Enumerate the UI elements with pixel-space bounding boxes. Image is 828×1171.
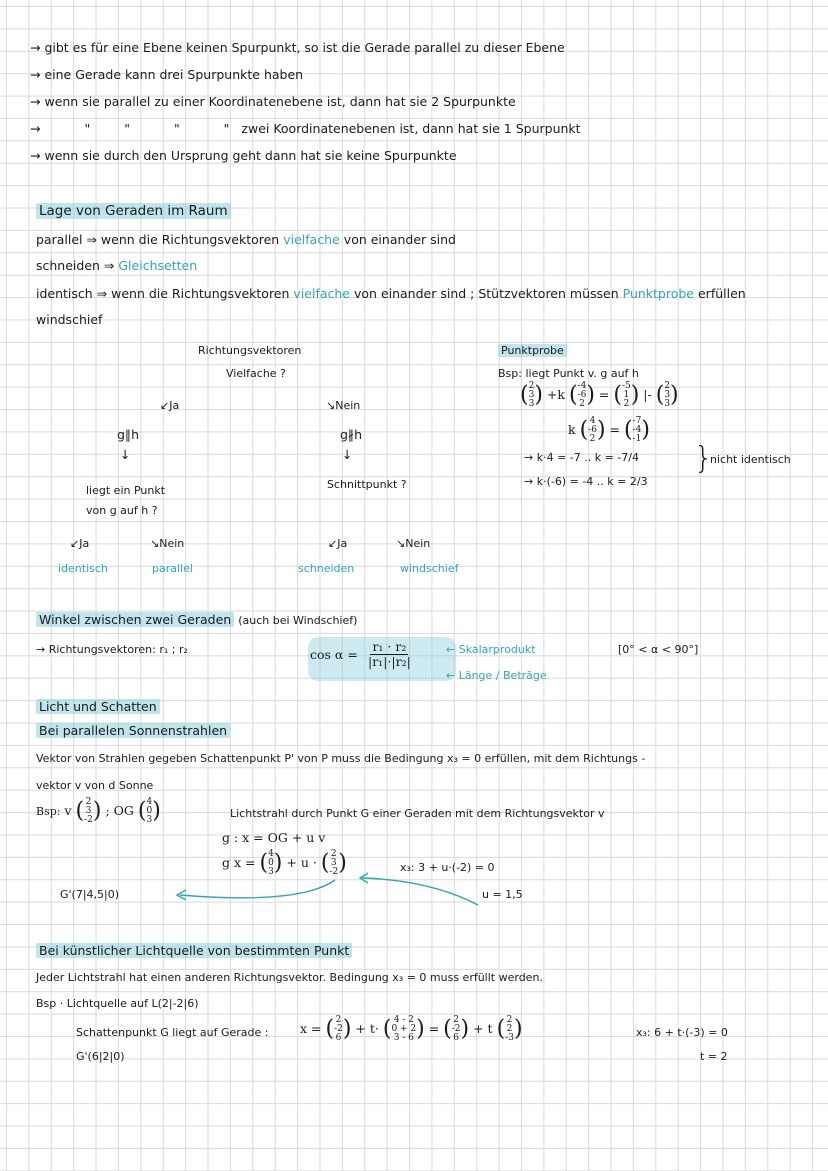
kuenstlich-sub: Bei künstlicher Lichtquelle von bestimmten Punkt [36,943,352,958]
licht-eq-2: g x = ( 4 0 3 ) + u · ( 2 3 -2 ) [222,849,347,877]
tree-schnittpunkt: Schnittpunkt ? [327,478,407,491]
lage-schneiden: schneiden ⇒ Gleichsetten [36,258,198,273]
punktprobe-eq-3: → k·4 = -7 .. k = -7/4 [524,451,639,464]
tree-nein-parallel: ↘Nein [150,537,185,550]
kuenstlich-x3: x₃: 6 + t·(-3) = 0 [636,1026,728,1039]
punktprobe-result: nicht identisch [710,453,791,466]
tree-root-2: Vielfache ? [226,367,286,380]
intro-line-4: → " " " " zwei Koordinatenebenen ist, dann hat sie 1 Spurpunkt [30,121,581,136]
licht-text-2: vektor v von d Sonne [36,779,154,792]
intro-line-2: → eine Gerade kann drei Spurpunkte haben [30,67,304,82]
tree-nein-windschief: ↘Nein [396,537,431,550]
lage-parallel: parallel ⇒ wenn die Richtungsvektoren vielfache von einander sind [36,232,456,247]
licht-heading: Licht und Schatten [36,699,160,714]
licht-text-1: Vektor von Strahlen gegeben Schattenpunkt P' von P muss die Bedingung x₃ = 0 erfüllen, mit dem Richtungs - [36,752,646,765]
punktprobe-eq-2: k ( 4 -6 2 ) = ( -7 -4 -1 ) [568,416,650,444]
kuenstlich-gprime: G'(6|2|0) [76,1050,125,1063]
winkel-fraction: $\frac{\text{r₁ · r₂}}{\text{|r₁|·|r₂|}}$ [368,639,411,669]
licht-gprime: G'(7|4,5|0) [60,888,120,901]
lage-heading: Lage von Geraden im Raum [36,204,231,219]
tree-ja-identisch: ↙Ja [70,537,90,550]
winkel-range: [0° < α < 90°] [618,643,699,656]
tree-down-right: ↓ [342,447,353,462]
lage-identisch: identisch ⇒ wenn die Richtungsvektoren vielfache von einander sind ; Stützvektoren müssen Punktprobe erfüllen [36,286,746,301]
tree-nein-right: ↘Nein [326,399,361,412]
tree-liegt-2: von g auf h ? [86,504,158,517]
winkel-richtungsvektoren: → Richtungsvektoren: r₁ ; r₂ [36,643,188,656]
kuenstlich-text-1: Jeder Lichtstrahl hat einen anderen Richtungsvektor. Bedingung x₃ = 0 muss erfüllt werden. [36,971,543,984]
tree-liegt-1: liegt ein Punkt [86,484,166,497]
intro-line-3: → wenn sie parallel zu einer Koordinatenebene ist, dann hat sie 2 Spurpunkte [30,94,516,109]
punktprobe-brace: } [694,441,714,476]
tree-g-not-parallel-h: g∦h [340,427,363,442]
lage-windschief: windschief [36,312,103,327]
winkel-skalar: ← Skalarprodukt [446,643,536,656]
intro-line-5: → wenn sie durch den Ursprung geht dann hat sie keine Spurpunkte [30,148,457,163]
winkel-cos: cos α = [310,647,358,662]
licht-u: u = 1,5 [482,888,523,901]
kuenstlich-eq: x = ( 2 -2 6 ) + t· ( 4 - 2 0 + 2 3 - 6 ) = ( 2 -2 6 ) + t ( 2 2 -3 ) [300,1015,523,1043]
tree-schneiden: schneiden [298,562,355,575]
licht-bsp-text: Lichtstrahl durch Punkt G einer Geraden mit dem Richtungsvektor v [230,807,605,820]
licht-x3: x₃: 3 + u·(-2) = 0 [400,861,495,874]
kuenstlich-t: t = 2 [700,1050,728,1063]
licht-bsp: Bsp: v ( 2 3 -2 ) ; OG ( 4 0 3 ) [36,797,161,825]
licht-sub: Bei parallelen Sonnenstrahlen [36,723,230,738]
punktprobe-eq-4: → k·(-6) = -4 .. k = 2/3 [524,475,648,488]
tree-identisch: identisch [58,562,108,575]
licht-eq-1: g : x = OG + u v [222,830,326,845]
tree-parallel: parallel [152,562,193,575]
tree-g-parallel-h: g∥h [117,427,140,442]
winkel-heading: Winkel zwischen zwei Geraden (auch bei Windschief) [36,612,357,628]
tree-ja-left: ↙Ja [160,399,180,412]
punktprobe-eq-1: ( 2 3 3 ) +k ( -4 -6 2 ) = ( -5 1 2 ) |- ( 2 3 3 ) [520,381,679,409]
punktprobe-bsp: Bsp: liegt Punkt v. g auf h [498,367,639,380]
tree-windschief: windschief [400,562,459,575]
tree-root-1: Richtungsvektoren [198,344,302,357]
tree-ja-schneiden: ↙Ja [328,537,348,550]
intro-line-1: → gibt es für eine Ebene keinen Spurpunkt, so ist die Gerade parallel zu dieser Ebene [30,40,565,55]
winkel-laenge: ← Länge / Beträge [446,669,547,682]
tree-down-left: ↓ [120,447,131,462]
kuenstlich-schatten: Schattenpunkt G liegt auf Gerade : [76,1026,269,1039]
punktprobe-title: Punktprobe [498,343,567,358]
kuenstlich-bsp: Bsp · Lichtquelle auf L(2|-2|6) [36,997,199,1010]
